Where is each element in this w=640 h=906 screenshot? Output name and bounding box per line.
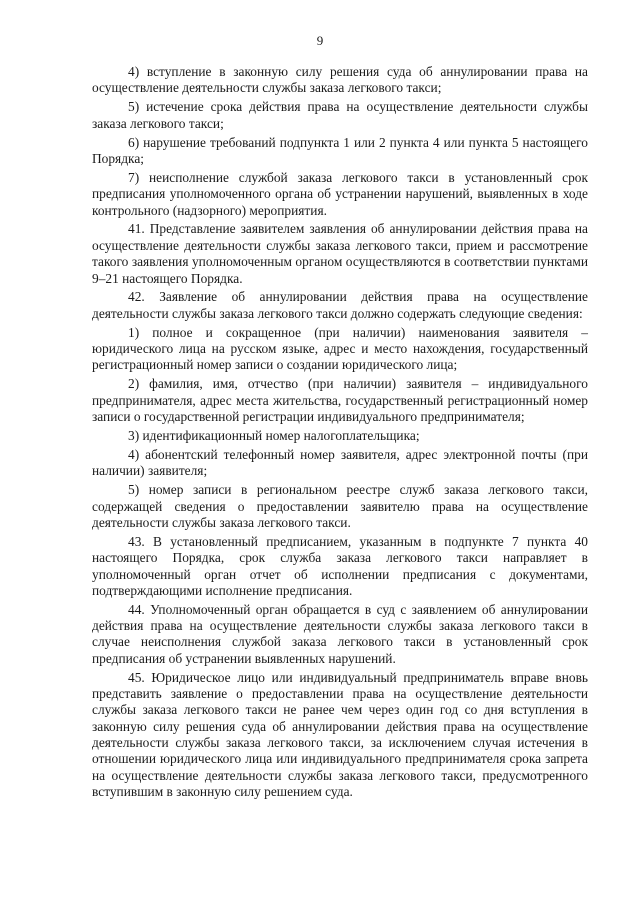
paragraph-clause-42: 42. Заявление об аннулировании действия права на осуществление деятельности службы заказа легкового такси должно содержать следующие сведения: (92, 289, 588, 321)
paragraph-item-40-5: 5) истечение срока действия права на осуществление деятельности службы заказа легкового такси; (92, 99, 588, 131)
paragraph-item-42-5: 5) номер записи в региональном реестре служб заказа легкового такси, содержащей сведения о предоставлении заявителю права на осуществление деятельности службы заказа легкового такси. (92, 482, 588, 530)
paragraph-item-40-4: 4) вступление в законную силу решения суда об аннулировании права на осуществление деятельности службы заказа легкового такси; (92, 64, 588, 96)
paragraph-clause-44: 44. Уполномоченный орган обращается в суд с заявлением об аннулировании действия права на осуществление деятельности службы заказа легкового такси в случае неисполнения службой заказа легкового такси в установленный срок предписания об устранении выявленных нарушений. (92, 601, 588, 666)
paragraph-item-42-2: 2) фамилия, имя, отчество (при наличии) заявителя – индивидуального предпринимателя, адрес места жительства, государственный регистрационный номер записи о государственной регистрации индивидуального предпринимателя; (92, 376, 588, 425)
paragraph-item-40-7: 7) неисполнение службой заказа легкового такси в установленный срок предписания уполномоченного органа об устранении нарушений, выявленных в ходе контрольного (надзорного) мероприятия. (92, 169, 588, 218)
paragraph-item-42-4: 4) абонентский телефонный номер заявителя, адрес электронной почты (при наличии) заявителя; (92, 446, 588, 479)
paragraph-item-42-3: 3) идентификационный номер налогоплательщика; (128, 427, 420, 443)
paragraph-item-42-1: 1) полное и сокращенное (при наличии) наименования заявителя – юридического лица на русском языке, адрес и место нахождения, государственный регистрационный номер записи о создании юридического лица; (92, 324, 588, 373)
paragraph-clause-43: 43. В установленный предписанием, указанным в подпункте 7 пункта 40 настоящего Порядка, срок служба заказа легкового такси направляет в уполномоченный орган отчет об исполнении предписания с документами, подтверждающими исполнение предписания. (92, 533, 588, 598)
paragraph-item-40-6: 6) нарушение требований подпункта 1 или 2 пункта 4 или пункта 5 настоящего Порядка; (92, 134, 588, 166)
page-number: 9 (316, 33, 324, 48)
paragraph-clause-45: 45. Юридическое лицо или индивидуальный предприниматель вправе вновь представить заявление о предоставлении права на осуществление деятельности службы заказа легкового такси не ранее чем через один год со дня вступления в законную силу решения суда об аннулировании действия права на осуществление деятельности службы заказа легкового такси, за исключением случая истечения в отношении юридического лица или индивидуального предпринимателя срока запрета на осуществление деятельности службы заказа легкового такси, предусмотренного вступившим в законную силу решением суда. (92, 669, 588, 800)
document-body (92, 64, 588, 803)
paragraph-clause-41: 41. Представление заявителем заявления об аннулировании действия права на осуществление деятельности службы заказа легкового такси, прием и рассмотрение такого заявления уполномоченным органом осуществляются в соответствии пунктами 9–21 настоящего Порядка. (92, 221, 588, 286)
